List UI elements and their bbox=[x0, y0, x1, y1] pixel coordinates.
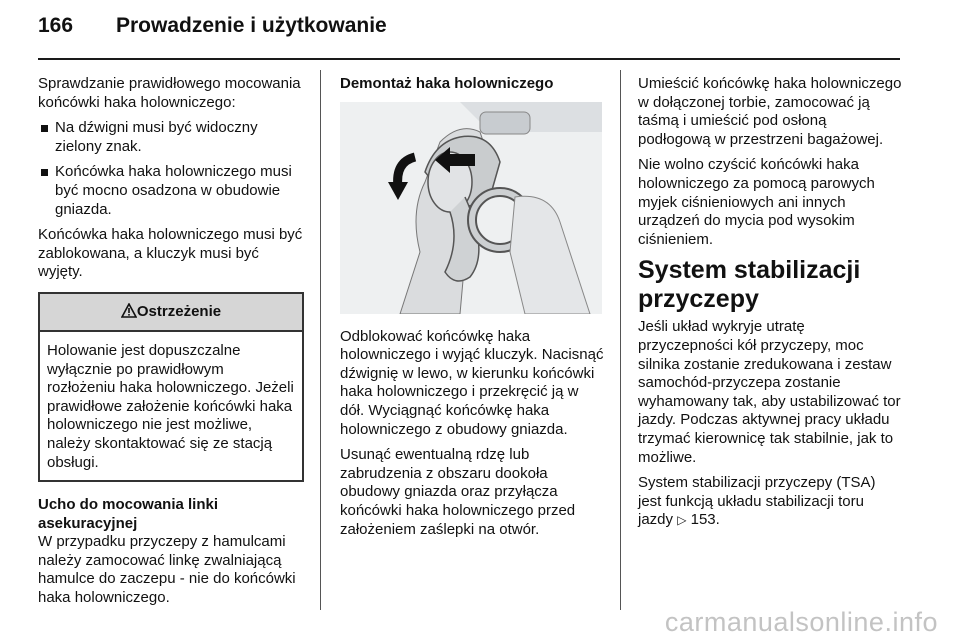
removal-steps: Odblokować końcówkę haka holowniczego i wyjąć kluczyk. Nacisnąć dźwignię w lewo, w kierunku końcówki haka holowniczego i przekręcić ją w dół. Wyciągnąć końcówkę haka holowniczego z obudowy gniazda. bbox=[340, 327, 604, 438]
bullet-item: Na dźwigni musi być widoczny zielony znak. bbox=[38, 119, 304, 156]
intro-text: Sprawdzanie prawidłowego mocowania końcówki haka holowniczego: bbox=[38, 75, 301, 111]
column-2 bbox=[340, 75, 604, 546]
watermark: carmanualsonline.info bbox=[664, 607, 938, 637]
tsa-description: Jeśli układ wykryje utratę przyczepności kół przyczepy, moc silnika zostanie zredukowana i zestaw samochód-przyczepa zostanie wyhamowany tak, aby ustabilizować tor jazdy. Podczas aktywnej pracy układu trzymać kierownicę tak stabilnie, jak to możliwe. bbox=[638, 318, 901, 466]
tsa-reference-text bbox=[638, 474, 902, 530]
washing-warning-text: Nie wolno czyścić końcówki haka holowniczego za pomocą parowych myjek ciśnieniowych ani innych urządzeń do mycia pod wysokim ciśnieniem. bbox=[638, 156, 875, 248]
safety-cable-text: W przypadku przyczepy z hamulcami należy zamocować linkę zwalniającą hamulce do zaczepu - nie do końcówki haka holowniczego. bbox=[38, 533, 296, 607]
page-reference-icon[interactable]: ▷ bbox=[677, 513, 687, 528]
column-divider-1 bbox=[320, 70, 321, 610]
warning-text: Holowanie jest dopuszczalne wyłącznie po prawidłowym rozłożeniu haka holowniczego. Jeżeli prawidłowe założenie końcówki haka holowniczego nie jest możliwe, należy skontaktować się ze stacją obsługi. bbox=[47, 341, 294, 471]
tsa-reference-body: System stabilizacji przyczepy (TSA) jest funkcją układu stabilizacji toru jazdy bbox=[638, 474, 876, 529]
section-heading: Demontaż haka holowniczego bbox=[340, 75, 554, 92]
page-number: 166 bbox=[38, 14, 74, 37]
column-1 bbox=[38, 75, 304, 615]
header-rule bbox=[38, 58, 900, 60]
lock-note: Końcówka haka holowniczego musi być zablokowana, a kluczyk musi być wyjęty. bbox=[38, 226, 303, 281]
section-subheading: Ucho do mocowania linki asekuracyjnej bbox=[38, 496, 219, 532]
section-heading: System stabilizacji przyczepy bbox=[638, 256, 861, 314]
bullet-item: Końcówka haka holowniczego musi być mocno osadzona w obudowie gniazda. bbox=[38, 163, 304, 219]
warning-header bbox=[40, 294, 302, 332]
storage-text: Umieścić końcówkę haka holowniczego w dołączonej torbie, zamocować ją taśmą i umieścić pod osłoną podłogową w przestrzeni bagażowej. bbox=[638, 75, 902, 148]
warning-title: Ostrzeżenie bbox=[136, 302, 222, 320]
page-header bbox=[38, 14, 387, 38]
column-divider-2 bbox=[620, 70, 621, 610]
warning-box bbox=[38, 292, 304, 482]
warning-triangle-icon bbox=[121, 303, 137, 318]
page-title: Prowadzenie i użytkowanie bbox=[116, 14, 387, 37]
cleaning-note: Usunąć ewentualną rdzę lub zabrudzenia z obszaru dookoła obudowy gniazda oraz przyłącza końcówki haka holowniczego przed założeniem zaślepki na otwór. bbox=[340, 446, 576, 538]
page-reference-number[interactable]: 153. bbox=[690, 511, 720, 529]
tow-hook-illustration bbox=[340, 102, 602, 314]
column-3 bbox=[638, 75, 902, 537]
tow-hook-removal-image bbox=[340, 102, 602, 314]
